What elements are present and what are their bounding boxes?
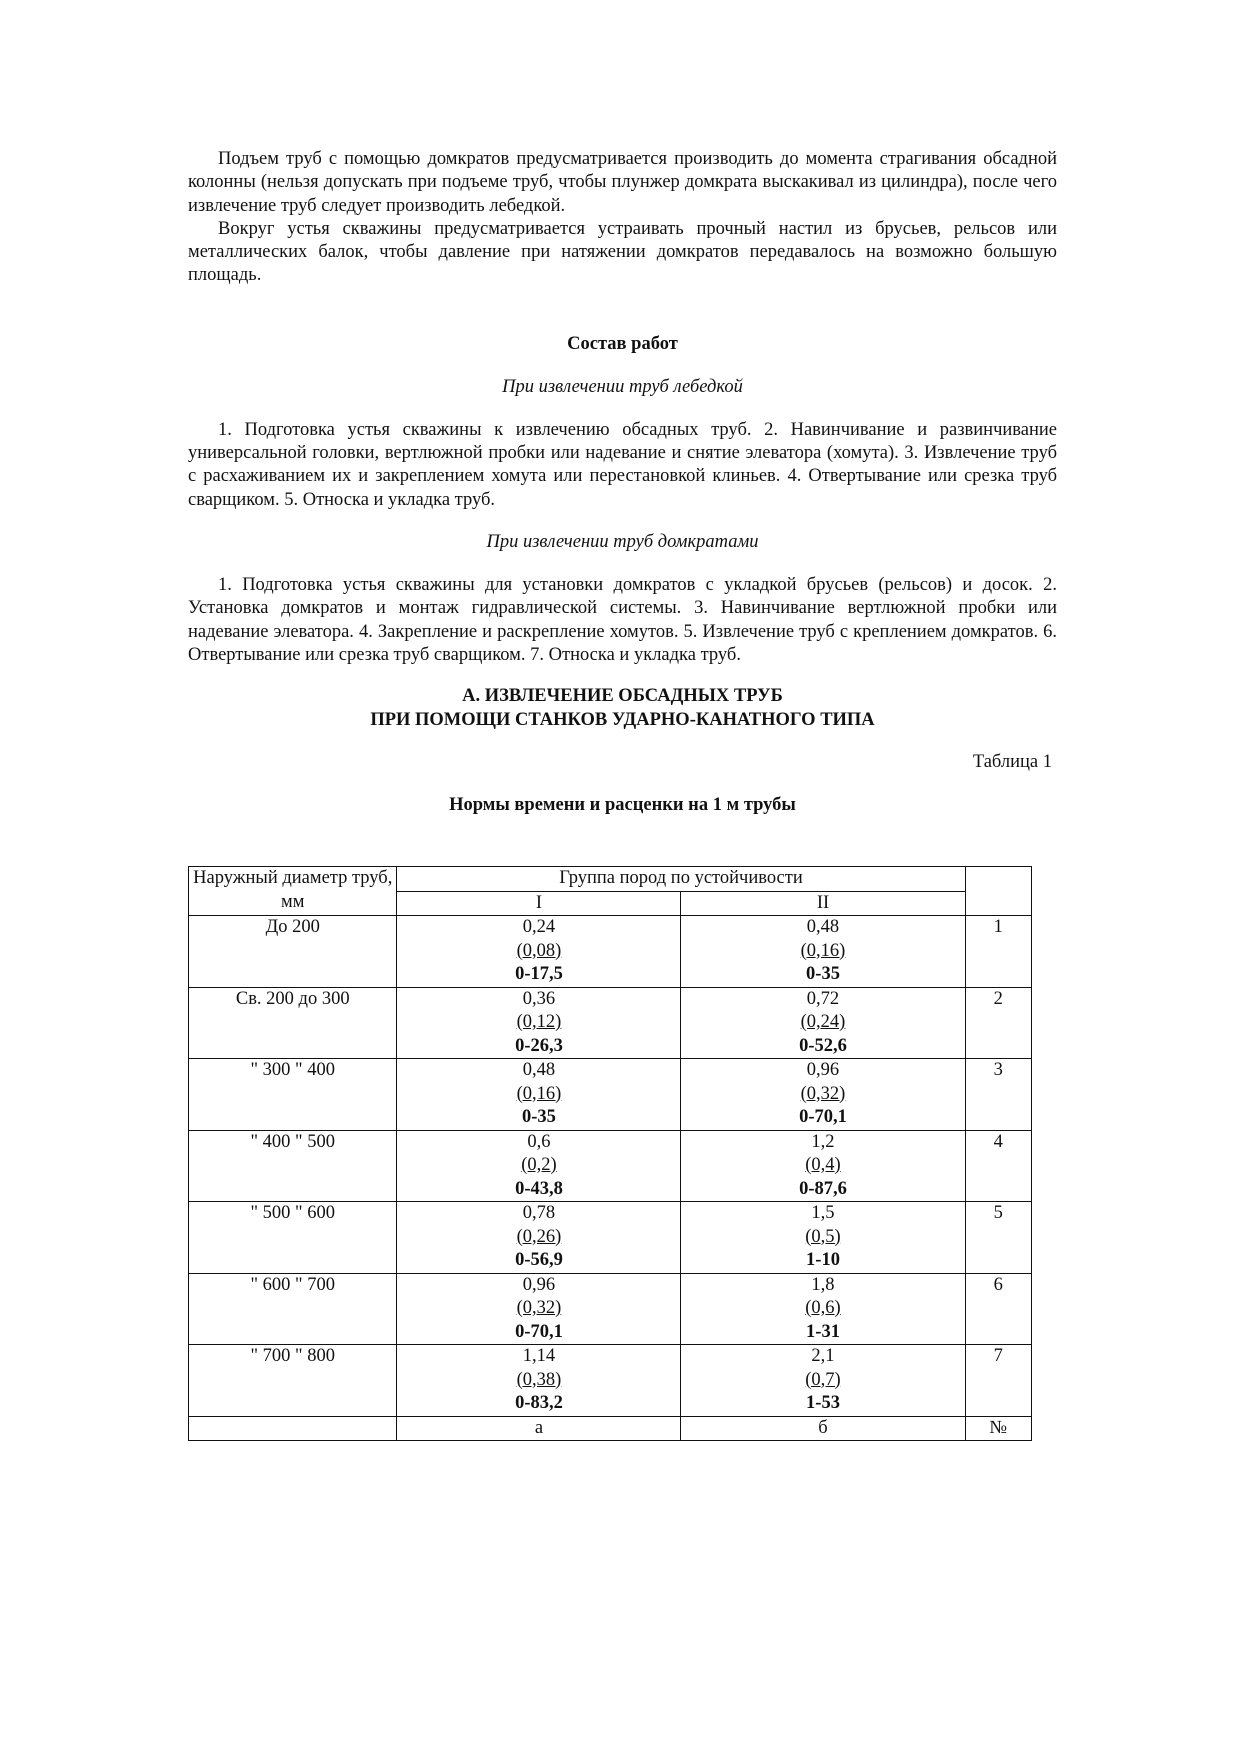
time-norm: 0,96 <box>806 1060 840 1080</box>
group-II-cell <box>681 916 965 988</box>
rate-value: 0-83,2 <box>515 1393 563 1413</box>
table-row <box>189 916 1032 988</box>
group-II-cell <box>681 1345 965 1417</box>
row-number-cell: 1 <box>965 916 1032 988</box>
diameter-cell: Св. 200 до 300 <box>189 987 397 1059</box>
time-norm: 0,36 <box>522 988 556 1009</box>
group-I-cell <box>397 916 681 988</box>
table-row <box>189 1202 1032 1274</box>
table-row <box>189 1130 1032 1202</box>
rate-value: 0-43,8 <box>515 1178 563 1199</box>
rate-value: 0-56,9 <box>515 1250 563 1270</box>
time-norm-sub: (0,4) <box>805 1155 841 1175</box>
table-label: Таблица 1 <box>972 752 1052 773</box>
time-norm: 2,1 <box>811 1346 835 1366</box>
group-I-cell <box>397 987 681 1059</box>
winch-steps: 1. Подготовка устья скважины к извлечению обсадных труб. 2. Навинчивание и развинчивание универсальной головки, вертлюжной пробки или надевание и снятие элеватора (хомута). 3. Извлечение труб с расхаживанием их и закреплением хомута или перестановкой клиньев. 4. Отвертывание или срезка труб сварщиком. 5. Относка и укладка труб. <box>188 419 1057 510</box>
diameter-cell: " 500 " 600 <box>189 1202 397 1274</box>
time-norm-sub: (0,38) <box>516 1369 562 1390</box>
time-norm: 1,14 <box>522 1346 556 1366</box>
table-caption: Нормы времени и расценки на 1 м трубы <box>449 795 796 816</box>
group-I-cell <box>397 1202 681 1274</box>
time-norm: 1,8 <box>811 1274 835 1295</box>
time-norm-sub: (0,16) <box>800 940 846 961</box>
time-norm-sub: (0,24) <box>800 1012 846 1032</box>
diameter-cell: " 700 " 800 <box>189 1345 397 1417</box>
rate-value: 0-35 <box>522 1107 556 1127</box>
section-title-line-1: А. ИЗВЛЕЧЕНИЕ ОБСАДНЫХ ТРУБ <box>462 686 783 707</box>
jacks-steps: 1. Подготовка устья скважины для установки домкратов с укладкой брусьев (рельсов) и досок. 2. Установка домкратов и монтаж гидравлической системы. 3. Навинчивание вертлюжной пробки или надевание элеватора. 4. Закрепление и раскрепление хомутов. 5. Извлечение труб с креплением домкратов. 6. Отвертывание или срезка труб сварщиком. 7. Относка и укладка труб. <box>188 574 1057 665</box>
group-II-cell <box>681 1059 965 1131</box>
time-norm: 0,24 <box>522 917 556 937</box>
time-norm-sub: (0,32) <box>800 1083 846 1104</box>
diameter-cell: " 600 " 700 <box>189 1273 397 1345</box>
row-number-column-header <box>965 867 1032 916</box>
time-norm: 0,48 <box>806 917 840 937</box>
group-II-cell <box>681 1202 965 1274</box>
time-norm-sub: (0,08) <box>516 940 562 961</box>
group-II-cell <box>681 987 965 1059</box>
rate-value: 0-70,1 <box>799 1107 847 1127</box>
table-header-row-1 <box>189 867 1032 892</box>
table-row <box>189 1273 1032 1345</box>
rate-value: 1-10 <box>806 1250 840 1270</box>
section-title-line-2: ПРИ ПОМОЩИ СТАНКОВ УДАРНО-КАНАТНОГО ТИПА <box>370 709 875 730</box>
row-number-cell: 5 <box>965 1202 1032 1274</box>
intro-paragraph-2: Вокруг устья скважины предусматривается устраивать прочный настил из брусьев, рельсов или металлических балок, чтобы давление при натяжении домкратов передавалось на возможно большую площадь. <box>188 218 1057 286</box>
diameter-cell: " 400 " 500 <box>189 1130 397 1202</box>
row-number-cell: 3 <box>965 1059 1032 1131</box>
time-norm: 0,48 <box>522 1060 556 1080</box>
time-norm: 1,5 <box>811 1203 835 1223</box>
time-norm-sub: (0,6) <box>805 1298 841 1318</box>
footer-empty-cell <box>189 1416 397 1441</box>
footer-column-a: а <box>397 1416 681 1441</box>
table-footer-row <box>189 1416 1032 1441</box>
row-number-cell: 7 <box>965 1345 1032 1417</box>
table-row <box>189 1059 1032 1131</box>
rate-value: 1-53 <box>806 1393 840 1413</box>
footer-number-sign: № <box>965 1416 1032 1441</box>
table-row <box>189 987 1032 1059</box>
time-norm: 0,6 <box>527 1131 551 1152</box>
row-number-cell: 2 <box>965 987 1032 1059</box>
time-norm-sub: (0,26) <box>516 1226 562 1247</box>
rate-value: 0-17,5 <box>515 964 563 984</box>
time-norm-sub: (0,12) <box>516 1012 562 1032</box>
group-header: Группа пород по устойчивости <box>397 867 965 892</box>
rate-value: 0-26,3 <box>515 1035 563 1056</box>
group-I-header: I <box>397 891 681 916</box>
group-I-cell <box>397 1059 681 1131</box>
rate-value: 0-35 <box>806 964 840 984</box>
work-composition-heading: Состав работ <box>567 333 678 354</box>
diameter-cell: " 300 " 400 <box>189 1059 397 1131</box>
time-norm: 0,78 <box>522 1203 556 1223</box>
time-norm-sub: (0,5) <box>805 1226 841 1247</box>
group-I-cell <box>397 1130 681 1202</box>
norms-table-body <box>189 916 1032 1417</box>
time-norm: 0,72 <box>806 988 840 1009</box>
diameter-cell: До 200 <box>189 916 397 988</box>
time-norm: 0,96 <box>522 1274 556 1295</box>
footer-column-b: б <box>681 1416 965 1441</box>
row-number-cell: 6 <box>965 1273 1032 1345</box>
group-II-cell <box>681 1273 965 1345</box>
row-number-cell: 4 <box>965 1130 1032 1202</box>
section-title <box>188 685 1057 732</box>
winch-heading: При извлечении труб лебедкой <box>502 376 743 397</box>
time-norm-sub: (0,32) <box>516 1298 562 1318</box>
time-norm-sub: (0,16) <box>516 1083 562 1104</box>
table-row <box>189 1345 1032 1417</box>
intro-paragraph-1: Подъем труб с помощью домкратов предусматривается производить до момента страгивания обсадной колонны (нельзя допускать при подъеме труб, чтобы плунжер домкрата выскакивал из цилиндра), после чего извлечение труб следует производить лебедкой. <box>188 149 1057 216</box>
diameter-column-header: Наружный диаметр труб, мм <box>189 867 397 916</box>
group-II-cell <box>681 1130 965 1202</box>
rate-value: 0-70,1 <box>515 1321 563 1342</box>
time-norm-sub: (0,2) <box>521 1155 557 1175</box>
rate-value: 0-87,6 <box>799 1178 847 1199</box>
rate-value: 1-31 <box>806 1321 840 1342</box>
group-I-cell <box>397 1345 681 1417</box>
group-II-header: II <box>681 891 965 916</box>
rate-value: 0-52,6 <box>799 1035 847 1056</box>
jacks-heading: При извлечении труб домкратами <box>486 531 759 552</box>
time-norm: 1,2 <box>811 1131 835 1152</box>
group-I-cell <box>397 1273 681 1345</box>
norms-table <box>188 866 1032 1441</box>
document-page <box>188 148 1057 817</box>
time-norm-sub: (0,7) <box>805 1369 841 1390</box>
